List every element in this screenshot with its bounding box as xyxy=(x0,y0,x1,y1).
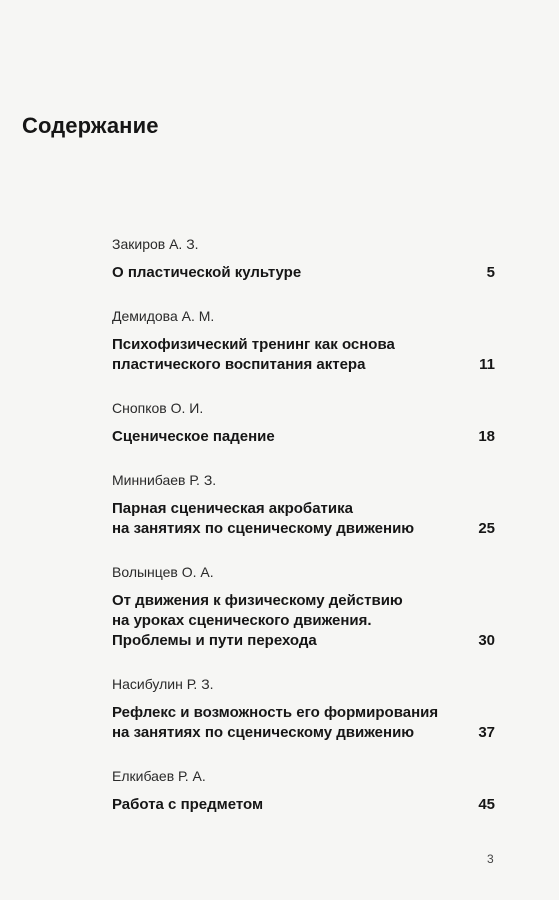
toc-title: Сценическое падение xyxy=(112,428,275,445)
toc-title: Рефлекс и возможность его формирования на занятиях по сценическому движению xyxy=(112,704,439,741)
toc-title: О пластической культуре xyxy=(112,264,302,281)
toc-page-number: 45 xyxy=(478,796,495,813)
toc-entry xyxy=(112,767,497,815)
toc-entry xyxy=(112,307,497,375)
toc-title: От движения к физическому действию на уроках сценического движения. Проблемы и пути перехода xyxy=(112,592,403,649)
toc-title: Работа с предметом xyxy=(112,796,264,813)
toc-entry xyxy=(112,675,497,743)
toc-page-number: 5 xyxy=(486,264,495,281)
toc-author: Елкибаев Р. А. xyxy=(112,768,206,784)
toc-author: Демидова А. М. xyxy=(112,308,215,324)
toc-title: Парная сценическая акробатика на занятиях по сценическому движению xyxy=(112,500,415,537)
toc-author: Закиров А. З. xyxy=(112,236,199,252)
toc-page-number: 18 xyxy=(478,428,495,445)
toc-author: Снопков О. И. xyxy=(112,400,204,416)
page-title: Содержание xyxy=(22,113,159,138)
toc-title: Психофизический тренинг как основа пластического воспитания актера xyxy=(112,336,395,373)
toc-author: Миннибаев Р. З. xyxy=(112,472,217,488)
page-number: 3 xyxy=(487,852,494,866)
toc-page-number: 37 xyxy=(478,724,495,741)
toc-entry xyxy=(112,563,497,651)
toc-author: Насибулин Р. З. xyxy=(112,676,214,692)
table-of-contents xyxy=(112,235,497,839)
toc-entry xyxy=(112,399,497,447)
toc-entry xyxy=(112,235,497,283)
toc-author: Волынцев О. А. xyxy=(112,564,214,580)
toc-page-number: 25 xyxy=(478,520,495,537)
toc-page-number: 11 xyxy=(479,356,495,373)
toc-page-number: 30 xyxy=(478,632,495,649)
toc-entry xyxy=(112,471,497,539)
